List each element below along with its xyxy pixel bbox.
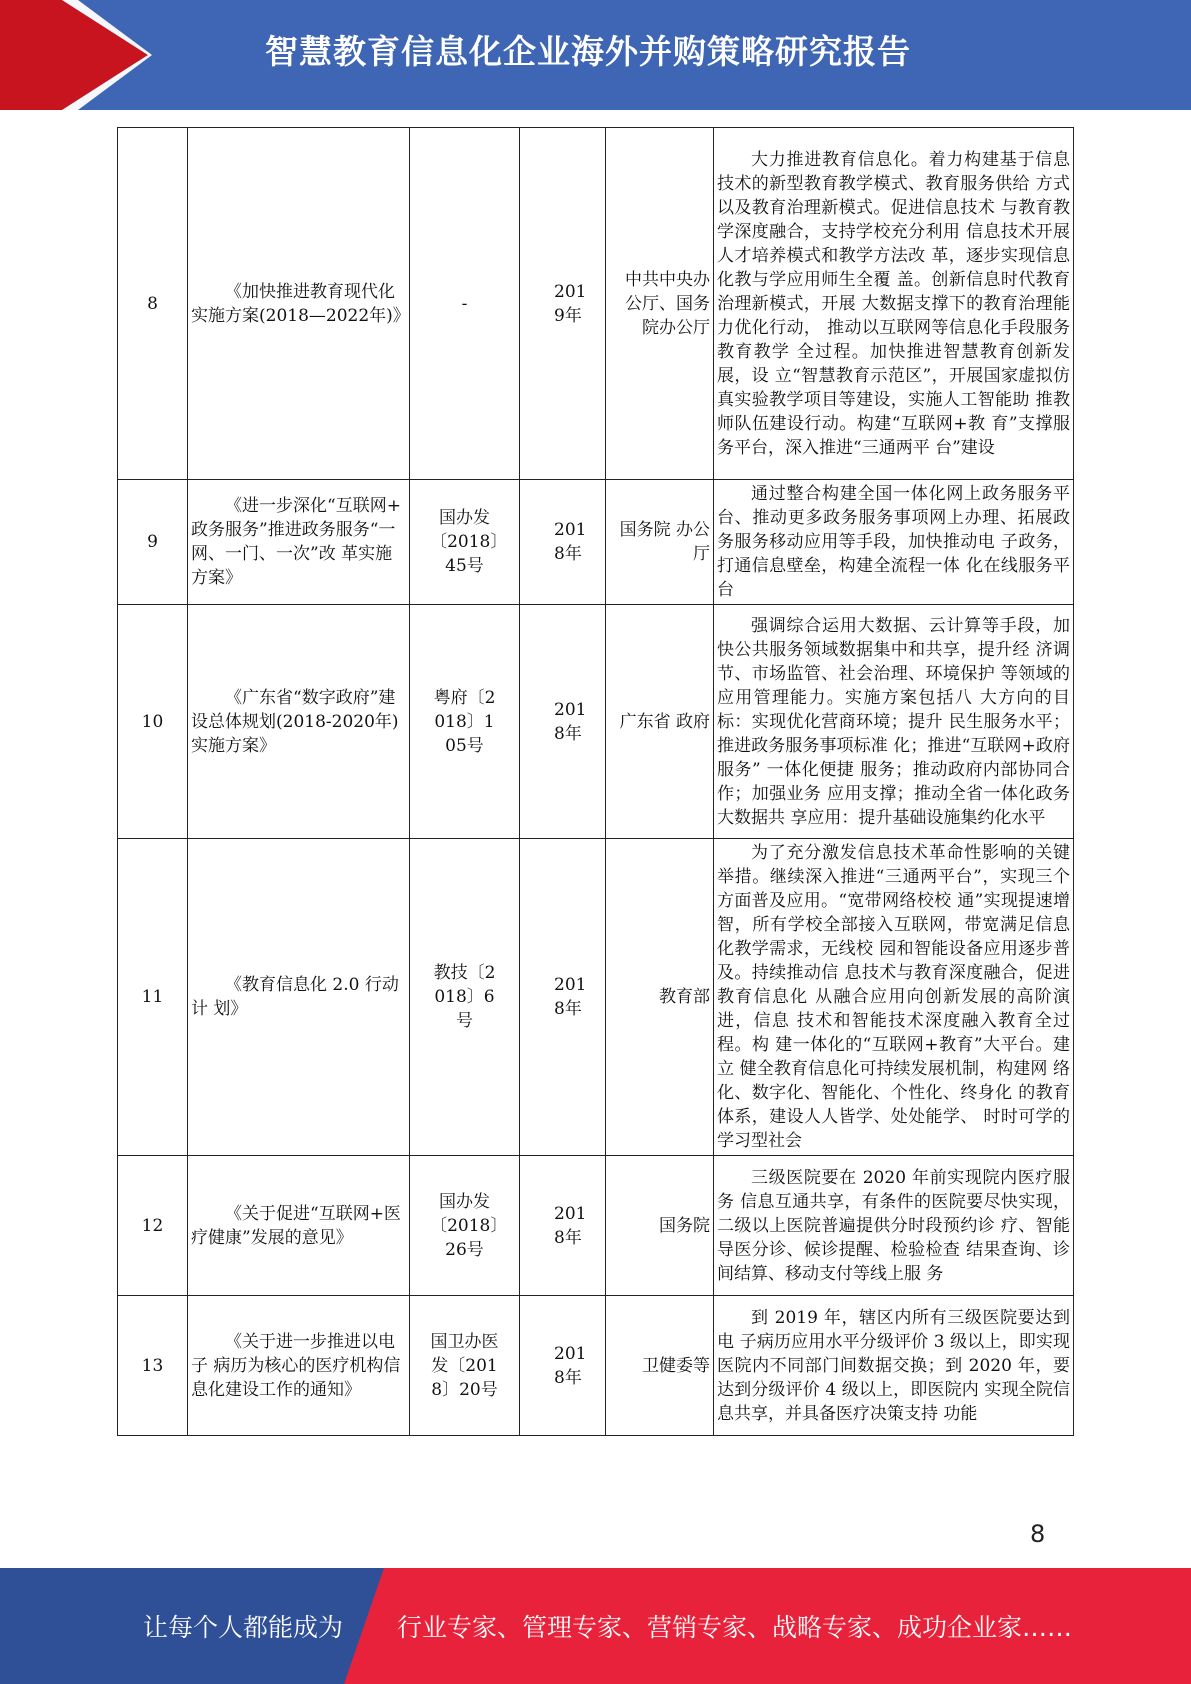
row-number: 12 [118, 1156, 188, 1296]
footer-slogan-right: 行业专家、管理专家、营销专家、战略专家、成功企业家…… [397, 1613, 1073, 1642]
issue-year: 2018年 [520, 480, 606, 605]
document-number: 国办发〔2018〕26号 [430, 1191, 499, 1260]
issue-year: 2018年 [520, 1296, 606, 1436]
policy-name: 《进一步深化“互联网+ 政务服务”推进政务服务“一网、一门、一次”改 革实施方案》 [191, 496, 401, 588]
policy-name: 《加快推进教育现代化实施方案(2018—2022年)》 [191, 281, 410, 326]
document-number: - [410, 128, 520, 480]
policy-table [117, 127, 1074, 1436]
document-number: 国卫办医 发〔2018〕20号 [430, 1331, 499, 1400]
issue-year: 2018年 [520, 839, 606, 1156]
issuing-department: 国务院 办公厅 [606, 480, 714, 605]
table-row [118, 1296, 1074, 1436]
table-row [118, 128, 1074, 480]
table-row [118, 839, 1074, 1156]
row-number: 8 [118, 128, 188, 480]
policy-name: 《关于进一步推进以电子 病历为核心的医疗机构信 息化建设工作的通知》 [191, 1331, 401, 1400]
policy-name: 《广东省“数字政府”建 设总体规划(2018-2020年)实施方案》 [191, 687, 399, 756]
policy-description: 通过整合构建全国一体化网上政务服务平 台、推动更多政务服务事项网上办理、拓展政务服务移动应用等手段，加快推动电 子政务，打通信息壁垒，构建全流程一体 化在线服务平台 [714, 480, 1074, 605]
footer-slogan-left: 让每个人都能成为 [143, 1613, 344, 1642]
issue-year: 2018年 [520, 1156, 606, 1296]
policy-description: 到 2019 年，辖区内所有三级医院要达到电 子病历应用水平分级评价 3 级以上，即实现医院内不同部门间数据交换；到 2020 年，要达到分级评价 4 级以上，即医院内 实现全院信息共享，并具备医疗决策支持 功能 [714, 1296, 1074, 1436]
issuing-department: 中共中央办公厅、国务院办公厅 [606, 128, 714, 480]
table-row [118, 480, 1074, 605]
policy-description: 三级医院要在 2020 年前实现院内医疗服务 信息互通共享，有条件的医院要尽快实现，二级以上医院普遍提供分时段预约诊 疗、智能导医分诊、候诊提醒、检验检查 结果查询、诊间结算、移动支付等线上服 务 [714, 1156, 1074, 1296]
policy-description: 强调综合运用大数据、云计算等手段，加快公共服务领域数据集中和共享，提升经 济调节、市场监管、社会治理、环境保护 等领域的应用管理能力。实施方案包括八 大方向的目标：实现优化营商环境；提升 民生服务水平；推进政务服务事项标准 化；推进“互联网+政府服务” 一体化便捷 服务；推动政府内部协同合作；加强业务 应用支撑；推动全省一体化政务大数据共 享应用：提升基础设施集约化水平 [714, 605, 1074, 839]
issuing-department: 卫健委等 [606, 1296, 714, 1436]
issue-year: 2019年 [520, 128, 606, 480]
policy-name: 《教育信息化 2.0 行动计 划》 [191, 975, 399, 1019]
policy-description: 为了充分激发信息技术革命性影响的关键 举措。继续深入推进“三通两平台”，实现三个方面普及应用。“宽带网络校校 通”实现提速增智，所有学校全部接入互联网，带宽满足信息化教学需求，无线校 园和智能设备应用逐步普及。持续推动信 息技术与教育深度融合，促进教育信息化 从融合应用向创新发展的高阶演进，信息 技术和智能技术深度融入教育全过程。构 建一体化的“互联网+教育”大平台。建立 健全教育信息化可持续发展机制，构建网 络化、数字化、智能化、个性化、终身化 的教育体系，建设人人皆学、处处能学、 时时可学的学习型社会 [714, 839, 1074, 1156]
row-number: 10 [118, 605, 188, 839]
document-number: 教技〔2018〕6号 [433, 963, 496, 1031]
issuing-department: 广东省 政府 [606, 605, 714, 839]
table-row [118, 605, 1074, 839]
issue-year: 2018年 [520, 605, 606, 839]
page-header [0, 0, 1191, 110]
issuing-department: 国务院 [606, 1156, 714, 1296]
page-footer [0, 1568, 1191, 1684]
page-number: 8 [1030, 1520, 1046, 1548]
document-number: 粤府〔2018〕105号 [433, 687, 496, 756]
document-number: 国办发〔2018〕45号 [430, 508, 499, 576]
table-row [118, 1156, 1074, 1296]
issuing-department: 教育部 [606, 839, 714, 1156]
row-number: 13 [118, 1296, 188, 1436]
row-number: 9 [118, 480, 188, 605]
row-number: 11 [118, 839, 188, 1156]
policy-name: 《关于促进“互联网+医 疗健康”发展的意见》 [191, 1203, 401, 1248]
report-title: 智慧教育信息化企业海外并购策略研究报告 [265, 32, 911, 71]
policy-description: 大力推进教育信息化。着力构建基于信息技术的新型教育教学模式、教育服务供给 方式以及教育治理新模式。促进信息技术 与教育教学深度融合，支持学校充分利用 信息技术开展人才培养模式和教学方法改 革，逐步实现信息化教与学应用师生全覆 盖。创新信息时代教育治理新模式，开展 大数据支撑下的教育治理能力优化行动， 推动以互联网等信息化手段服务教育教学 全过程。加快推进智慧教育创新发展，设 立“智慧教育示范区”，开展国家虚拟仿 真实验教学项目等建设，实施人工智能助 推教师队伍建设行动。构建“互联网+教 育”支撑服务平台，深入推进“三通两平 台”建设 [714, 128, 1074, 480]
